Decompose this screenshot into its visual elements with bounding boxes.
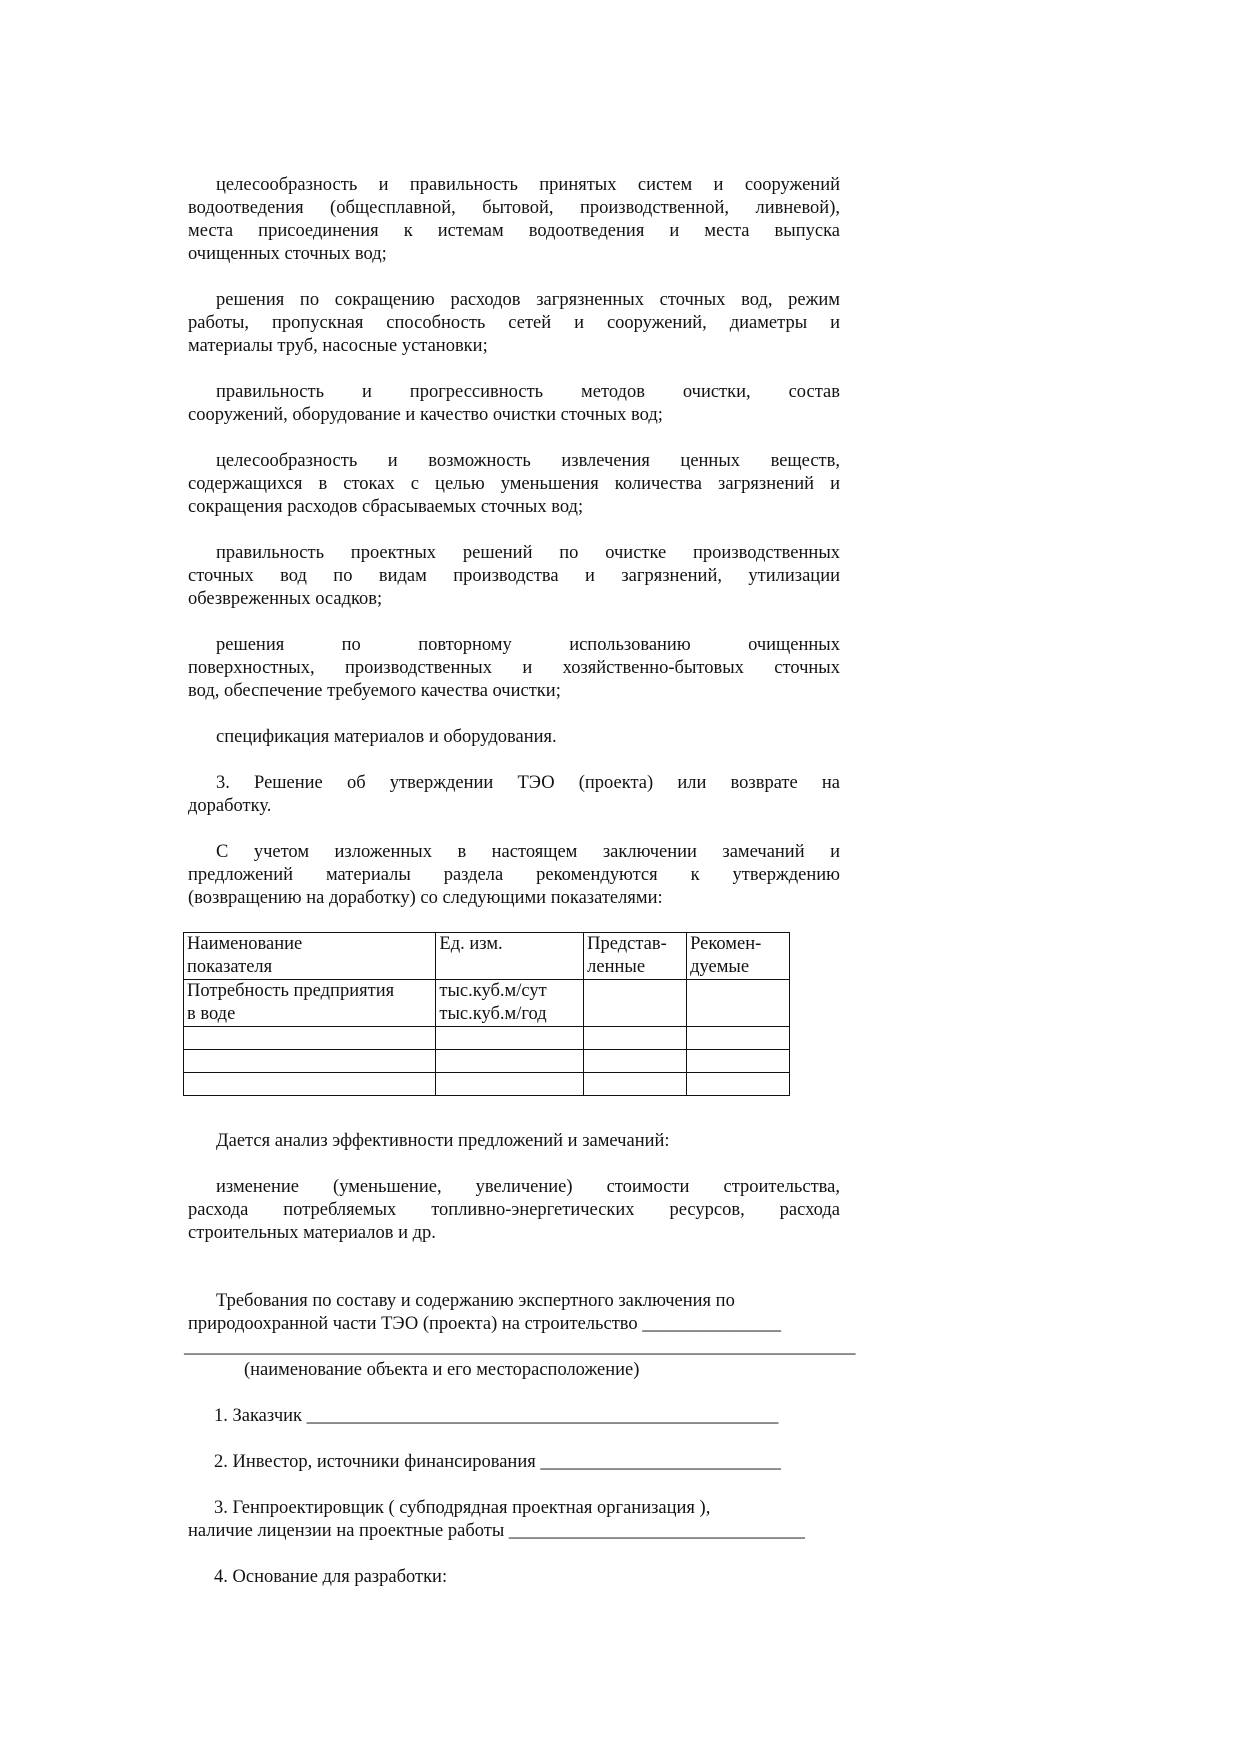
table-cell: [436, 1027, 584, 1050]
table-row: [184, 1073, 790, 1096]
text-line: работы, пропускная способность сетей и сооружений, диаметры и: [188, 313, 840, 333]
table-cell: [584, 1050, 687, 1073]
text-line: решения по сокращению расходов загрязненных сточных вод, режим: [216, 290, 840, 310]
text-line: строительных материалов и др.: [188, 1223, 436, 1243]
table-cell: [687, 980, 790, 1027]
table-cell: [436, 980, 584, 1027]
text-line: водоотведения (общесплавной, бытовой, производственной, ливневой),: [188, 198, 840, 218]
table-row: [184, 1050, 790, 1073]
cell-text: тыс.куб.м/сут: [439, 981, 547, 1001]
object-name-field: ___________________________________________________________________________: [184, 1337, 856, 1357]
paragraph: [188, 772, 840, 818]
table-cell: [584, 1027, 687, 1050]
header-cell: [184, 933, 436, 980]
table-row: [184, 980, 790, 1027]
text-line: предложений материалы раздела рекомендуются к утверждению: [188, 865, 840, 885]
object-name-caption: (наименование объекта и его месторасположение): [244, 1360, 640, 1380]
text-line: содержащихся в стоках с целью уменьшения количества загрязнений и: [188, 474, 840, 494]
text-line: материалы труб, насосные установки;: [188, 336, 488, 356]
table-cell: [687, 1050, 790, 1073]
header-cell: [687, 933, 790, 980]
cell-text: в воде: [187, 1004, 236, 1024]
text-line: изменение (уменьшение, увеличение) стоимости строительства,: [216, 1177, 840, 1197]
table-cell: [184, 1027, 436, 1050]
text-line: Дается анализ эффективности предложений и замечаний:: [216, 1131, 670, 1151]
requirements-heading: Требования по составу и содержанию экспертного заключения по: [216, 1291, 735, 1311]
header-text: Представ-: [587, 934, 667, 954]
paragraph: [188, 450, 840, 519]
investor-field: 2. Инвестор, источники финансирования __________________________: [214, 1452, 781, 1472]
header-text: Ед. изм.: [439, 934, 503, 954]
contractor-label: 3. Генпроектировщик ( субподрядная проектная организация ),: [214, 1498, 711, 1518]
text-line: 3. Решение об утверждении ТЭО (проекта) или возврате на: [216, 773, 840, 793]
basis-label: 4. Основание для разработки:: [214, 1567, 448, 1587]
text-line: очищенных сточных вод;: [188, 244, 387, 264]
header-cell: [436, 933, 584, 980]
text-line: сооружений, оборудование и качество очистки сточных вод;: [188, 405, 663, 425]
text-line: С учетом изложенных в настоящем заключении замечаний и: [216, 842, 840, 862]
text-line: сокращения расходов сбрасываемых сточных вод;: [188, 497, 584, 517]
paragraph: [188, 542, 840, 611]
text-line: решения по повторному использованию очищенных: [216, 635, 840, 655]
text-line: сточных вод по видам производства и загрязнений, утилизации: [188, 566, 840, 586]
text-line: правильность и прогрессивность методов очистки, состав: [216, 382, 840, 402]
header-text: дуемые: [690, 957, 750, 977]
text-line: вод, обеспечение требуемого качества очистки;: [188, 681, 561, 701]
text-line: обезвреженных осадков;: [188, 589, 383, 609]
table-cell: [436, 1050, 584, 1073]
license-field: наличие лицензии на проектные работы ________________________________: [188, 1521, 805, 1541]
text-line: целесообразность и правильность принятых систем и сооружений: [216, 175, 840, 195]
paragraph: [188, 634, 840, 703]
paragraph: [188, 841, 840, 910]
table-cell: [584, 980, 687, 1027]
text-line: спецификация материалов и оборудования.: [216, 727, 557, 747]
paragraph: [188, 1130, 840, 1153]
header-text: показателя: [187, 957, 273, 977]
text-line: доработку.: [188, 796, 272, 816]
indicators-table: [183, 932, 790, 1096]
table-cell: [687, 1027, 790, 1050]
cell-text: тыс.куб.м/год: [439, 1004, 547, 1024]
paragraph: [188, 289, 840, 358]
text-line: поверхностных, производственных и хозяйственно-бытовых сточных: [188, 658, 840, 678]
table-cell: [687, 1073, 790, 1096]
text-line: места присоединения к истемам водоотведения и места выпуска: [188, 221, 840, 241]
table-cell: [584, 1073, 687, 1096]
paragraph: [188, 1176, 840, 1245]
header-text: Рекомен-: [690, 934, 762, 954]
header-text: Наименование: [187, 934, 303, 954]
table-cell: [184, 1073, 436, 1096]
header-text: ленные: [587, 957, 646, 977]
table-header-row: [184, 933, 790, 980]
cell-text: Потребность предприятия: [187, 981, 395, 1001]
header-cell: [584, 933, 687, 980]
paragraph: [188, 174, 840, 266]
paragraph: [188, 726, 840, 749]
table-row: [184, 1027, 790, 1050]
text-line: расхода потребляемых топливно-энергетических ресурсов, расхода: [188, 1200, 840, 1220]
text-line: правильность проектных решений по очистке производственных: [216, 543, 840, 563]
paragraph: [188, 381, 840, 427]
text-line: (возвращению на доработку) со следующими показателями:: [188, 888, 663, 908]
requirements-heading-cont: природоохранной части ТЭО (проекта) на строительство _______________: [188, 1314, 782, 1334]
customer-field: 1. Заказчик ___________________________________________________: [214, 1406, 779, 1426]
table-cell: [184, 980, 436, 1027]
text-line: целесообразность и возможность извлечения ценных веществ,: [216, 451, 840, 471]
table-cell: [184, 1050, 436, 1073]
table-cell: [436, 1073, 584, 1096]
